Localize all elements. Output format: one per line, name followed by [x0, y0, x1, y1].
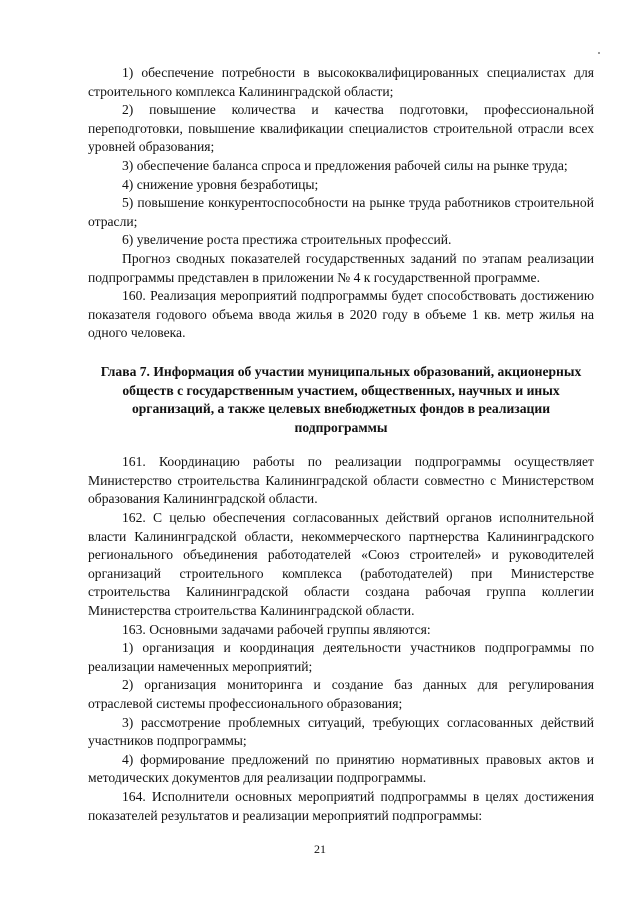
- paragraph-162: 162. С целью обеспечения согласованных действий органов исполнительной власти Калининградской области, некоммерческого партнерства Калининградского регионального объединения работодателей «Союз строителей» и руководителей организаций строительного комплекса (работодателей) при Министерстве строительства Калининградской области создана рабочая группа коллегии Министерства строительства Калининградской области.: [88, 510, 594, 619]
- list-item-5: 5) повышение конкурентоспособности на рынке труда работников строительной отрасли;: [88, 195, 594, 229]
- list-item-2: 2) повышение количества и качества подготовки, профессиональной переподготовки, повышение квалификации специалистов строительной отрасли всех уровней образования;: [88, 102, 594, 155]
- list-item-6: 6) увеличение роста престижа строительных профессий.: [122, 232, 452, 248]
- task-item-2: 2) организация мониторинга и создание баз данных для регулирования отраслевой системы профессионального образования;: [88, 677, 594, 711]
- task-item-3: 3) рассмотрение проблемных ситуаций, требующих согласованных действий участников подпрограммы;: [88, 714, 594, 749]
- task-item-4: 4) формирование предложений по принятию нормативных правовых актов и методических документов для реализации подпрограммы.: [88, 751, 594, 786]
- paragraph-161: 161. Координацию работы по реализации подпрограммы осуществляет Министерство строительства Калининградской области совместно с Министерством образования Калининградской области.: [88, 454, 594, 507]
- document-body: [88, 64, 594, 825]
- chapter-heading: Глава 7. Информация об участии муниципальных образований, акционерных обществ с государственным участием, общественных, научных и иных организаций, а также целевых внебюджетных фондов в реализации подпрограммы: [100, 363, 582, 435]
- paragraph-163: 163. Основными задачами рабочей группы являются:: [122, 621, 431, 637]
- page-number: 21: [314, 842, 326, 856]
- paragraph-164: 164. Исполнители основных мероприятий подпрограммы в целях достижения показателей результатов и реализации мероприятий подпрограммы:: [88, 788, 594, 823]
- list-item-1: 1) обеспечение потребности в высококвалифицированных специалистах для строительного комплекса Калининградской области;: [88, 65, 594, 99]
- list-item-4: 4) снижение уровня безработицы;: [122, 176, 319, 192]
- scan-speck: [598, 52, 600, 54]
- paragraph-160: 160. Реализация мероприятий подпрограммы будет способствовать достижению показателя годового объема ввода жилья в 2020 году в объеме 1 кв. метр жилья на одного человека.: [88, 288, 594, 341]
- list-item-3: 3) обеспечение баланса спроса и предложения рабочей силы на рынке труда;: [122, 157, 568, 173]
- paragraph-forecast: Прогноз сводных показателей государственных заданий по этапам реализации подпрограммы представлен в приложении № 4 к государственной программе.: [88, 250, 594, 285]
- task-item-1: 1) организация и координация деятельности участников подпрограммы по реализации намеченных мероприятий;: [88, 640, 594, 674]
